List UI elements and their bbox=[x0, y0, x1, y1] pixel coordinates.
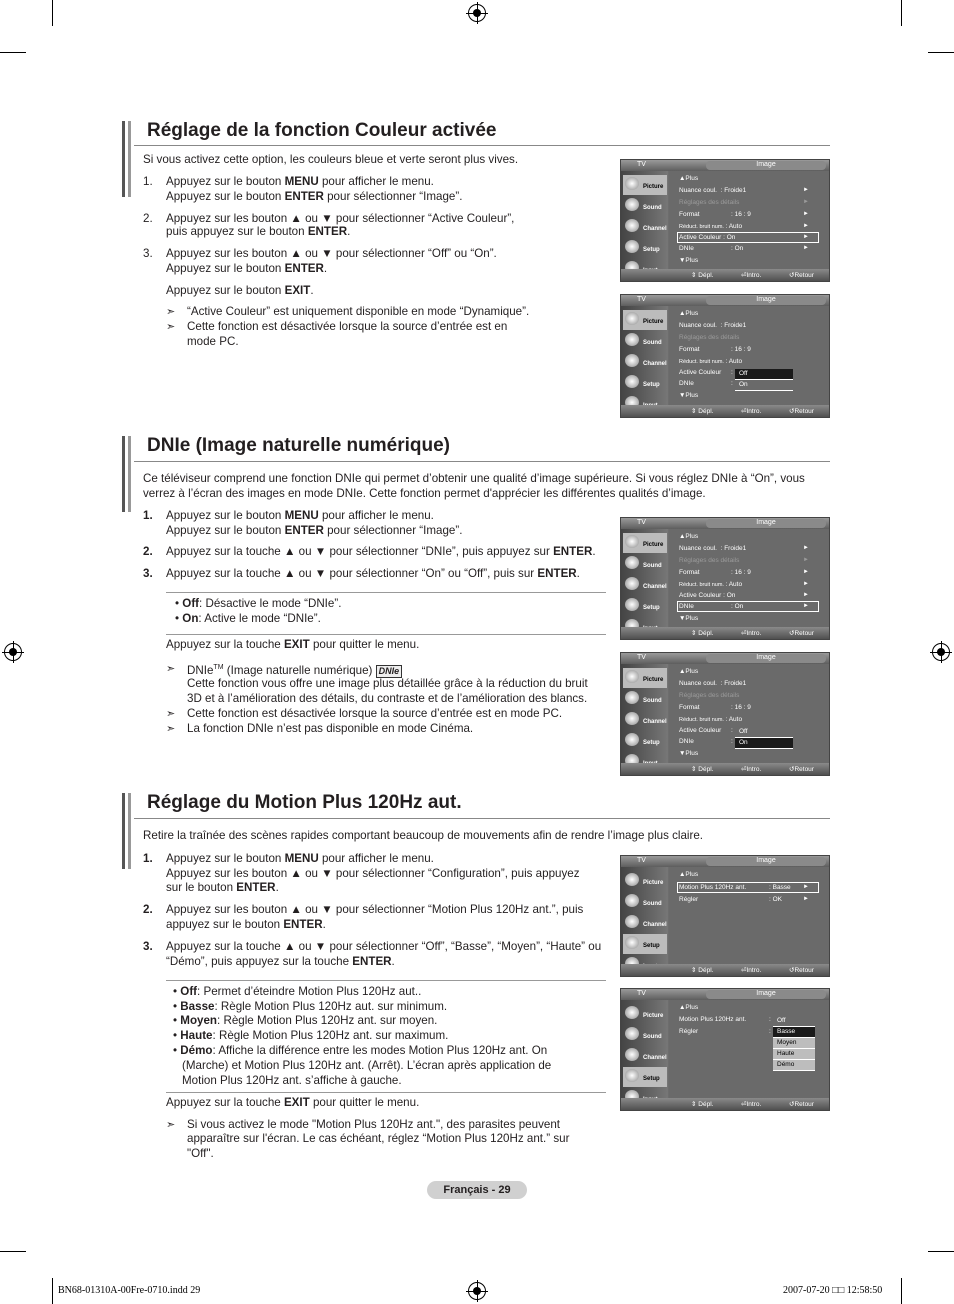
option-off: Off bbox=[735, 369, 793, 380]
menu-row: ▼Plus bbox=[679, 257, 699, 264]
menu-setup-item: Setup bbox=[623, 934, 667, 954]
menu-enter-hint: ⏎Intro. bbox=[741, 766, 762, 773]
option-item: • Off: Permet d’éteindre Motion Plus 120Hz aut.. bbox=[173, 985, 422, 998]
menu-row: Nuance coul. : Froide1 bbox=[679, 322, 747, 329]
menu-tv-label: TV bbox=[637, 519, 646, 526]
footer-file: BN68-01310A-00Fre-0710.indd 29 bbox=[58, 1285, 201, 1296]
dnie-logo: DNIe bbox=[376, 665, 403, 678]
sound-icon bbox=[625, 1027, 639, 1040]
step-text: Appuyez sur la touche ▲ ou ▼ pour sélectionner “Off”, “Basse”, “Moyen”, “Haute” ou bbox=[166, 940, 602, 953]
option-item: • Démo: Affiche la différence entre les modes Motion Plus 120Hz ant. On bbox=[173, 1044, 548, 1057]
menu-row: DNIe : bbox=[679, 738, 733, 745]
menu-row: ▼Plus bbox=[679, 750, 699, 757]
note-arrow-icon: ➣ bbox=[166, 321, 176, 333]
step-number: 2. bbox=[143, 903, 153, 916]
crop-mark bbox=[0, 52, 26, 53]
crop-mark bbox=[928, 52, 954, 53]
menu-picture-item: Picture bbox=[623, 871, 667, 891]
sound-icon bbox=[625, 198, 639, 211]
section-title: Réglage du Motion Plus 120Hz aut. bbox=[147, 792, 462, 813]
option-item: (Marche) et Motion Plus 120Hz ant. (Arrêt). L’écran après application de bbox=[182, 1059, 552, 1072]
sound-icon bbox=[625, 691, 639, 704]
option-item: • Basse: Règle Motion Plus 120Hz aut. sur minimum. bbox=[173, 1000, 448, 1013]
option-off: Off bbox=[735, 727, 793, 738]
menu-channel-item: Channel bbox=[623, 575, 667, 595]
exit-text: Appuyez sur la touche EXIT pour quitter le menu. bbox=[166, 1096, 420, 1109]
note-text: Si vous activez le mode "Motion Plus 120Hz ant.", des parasites peuvent bbox=[187, 1118, 560, 1131]
menu-row: Réglages des détails bbox=[679, 334, 740, 341]
step-text: “Démo”, puis appuyez sur la touche ENTER. bbox=[166, 955, 395, 968]
registration-mark-icon bbox=[4, 643, 22, 661]
crop-mark bbox=[901, 1278, 902, 1304]
step-text: Appuyez sur le bouton MENU pour afficher le menu. bbox=[166, 509, 434, 522]
section-rule bbox=[134, 461, 830, 462]
menu-row: Réduct. bruit num. : Auto bbox=[679, 716, 743, 723]
step-number: 3. bbox=[143, 567, 153, 580]
tv-menu-screen: TV Image Picture Sound Channel Setup ▲Plus Nuance coul. : Froide1 ► Réglages des détails ► Format : 16 : 9 ► Réduct. bruit num. : Auto ► Active Couleur : On ► DNIe : On ► ▼Plus ⇕ Dépl. ⏎Intro. ↺Retour bbox=[620, 517, 830, 640]
menu-row: ▼Plus bbox=[679, 392, 699, 399]
picture-icon bbox=[625, 1006, 639, 1019]
section-rule bbox=[134, 818, 830, 819]
note-text: apparaître sur l'écran. Le cas échéant, réglez “Motion Plus 120Hz ant.” sur bbox=[187, 1132, 570, 1145]
note-text: Cette fonction vous offre une image plus détaillée grâce à la réduction du bruit bbox=[187, 677, 588, 690]
menu-row: Format : 16 : 9 bbox=[679, 346, 751, 353]
tv-menu-screen: TV Image Picture Sound Channel Setup ▲Plus Motion Plus 120Hz ant. : Basse ► Régler : OK ► ⇕ Dépl. ⏎Intro. ↺Retour bbox=[620, 855, 830, 977]
setup-icon bbox=[625, 733, 639, 746]
menu-row: ▲Plus bbox=[679, 310, 699, 317]
menu-return-hint: ↺Retour bbox=[789, 766, 814, 773]
tv-menu-screen bbox=[620, 294, 830, 418]
setup-icon bbox=[625, 1069, 639, 1082]
step-text: Appuyez sur le bouton ENTER. bbox=[166, 262, 328, 275]
registration-mark-icon bbox=[468, 1282, 486, 1300]
option-on: On bbox=[735, 738, 793, 749]
tv-menu-screen bbox=[620, 652, 830, 776]
menu-options-popup bbox=[735, 727, 793, 749]
note-text: Cette fonction est désactivée lorsque la source d’entrée est en mode PC. bbox=[187, 707, 563, 720]
menu-row: ▲Plus bbox=[679, 1004, 699, 1011]
menu-tv-label: TV bbox=[637, 161, 646, 168]
picture-icon bbox=[625, 873, 639, 886]
setup-icon bbox=[625, 240, 639, 253]
menu-tv-label: TV bbox=[637, 654, 646, 661]
step-text: Appuyez sur la touche ▲ ou ▼ pour sélectionner “On” ou “Off”, puis sur ENTER. bbox=[166, 567, 580, 580]
footer-date: 2007-07-20 □□ 12:58:50 bbox=[783, 1285, 883, 1296]
menu-channel-item: Channel bbox=[623, 913, 667, 933]
menu-row: Motion Plus 120Hz ant. : bbox=[679, 1016, 771, 1023]
section-title: DNIe (Image naturelle numérique) bbox=[147, 435, 451, 456]
menu-sound-item: Sound bbox=[623, 554, 667, 574]
menu-options-popup bbox=[735, 369, 793, 391]
menu-row: Réduct. bruit num. : Auto bbox=[679, 581, 743, 588]
sound-icon bbox=[625, 894, 639, 907]
channel-icon bbox=[625, 354, 639, 367]
menu-channel-item: Channel bbox=[623, 352, 667, 372]
menu-options-popup bbox=[773, 1016, 815, 1071]
menu-setup-item: Setup bbox=[623, 596, 667, 616]
note-text: “Active Couleur” est uniquement disponible en mode “Dynamique”. bbox=[187, 305, 530, 318]
crop-mark bbox=[52, 1278, 53, 1304]
menu-picture-item: Picture bbox=[623, 1004, 667, 1024]
menu-return-hint: ↺Retour bbox=[789, 1101, 814, 1108]
menu-sound-item: Sound bbox=[623, 689, 667, 709]
menu-enter-hint: ⏎Intro. bbox=[741, 408, 762, 415]
menu-picture-item: Picture bbox=[623, 668, 667, 688]
menu-row: Réduct. bruit num. : Auto bbox=[679, 358, 743, 365]
menu-sound-item: Sound bbox=[623, 892, 667, 912]
note-arrow-icon: ➣ bbox=[166, 1119, 176, 1131]
tv-menu-screen: TV Image Picture Sound Channel Setup ▲Plus Nuance coul. : Froide1 ► Réglages des détails ► Format : 16 : 9 ► Réduct. bruit num. : Auto ► Active Couleur : On ► DNIe : On ► ▼Plus ⇕ Dépl. ⏎Intro. ↺Retour bbox=[620, 159, 830, 282]
menu-row: ▲Plus bbox=[679, 668, 699, 675]
option-item: Motion Plus 120Hz ant. s’affiche à gauche. bbox=[182, 1074, 402, 1087]
note-text: Cette fonction est désactivée lorsque la source d’entrée est en bbox=[187, 320, 508, 333]
note-text: mode PC. bbox=[187, 335, 239, 348]
step-text: sur le bouton ENTER. bbox=[166, 881, 279, 894]
step-text: Appuyez sur le bouton ENTER pour sélectionner “Image”. bbox=[166, 524, 463, 537]
sound-icon bbox=[625, 556, 639, 569]
intro-text: Retire la traînée des scènes rapides comportant beaucoup de mouvements afin de rendre l’image plus claire. bbox=[143, 829, 704, 842]
note-text: La fonction DNIe n’est pas disponible en mode Cinéma. bbox=[187, 722, 474, 735]
channel-icon bbox=[625, 1048, 639, 1061]
crop-mark bbox=[901, 0, 902, 26]
menu-channel-item: Channel bbox=[623, 710, 667, 730]
menu-row: Format : 16 : 9 bbox=[679, 569, 751, 576]
section-bar bbox=[128, 793, 131, 869]
picture-icon bbox=[625, 670, 639, 683]
step-number: 1. bbox=[143, 509, 153, 522]
picture-icon bbox=[625, 535, 639, 548]
step-text: Appuyez sur le bouton MENU pour afficher le menu. bbox=[166, 175, 434, 188]
step-text: Appuyez sur le bouton ENTER pour sélectionner “Image”. bbox=[166, 190, 463, 203]
menu-row: Active Couleur : bbox=[679, 727, 733, 734]
menu-picture-item: Picture bbox=[623, 175, 667, 195]
menu-row: Format : 16 : 9 bbox=[679, 704, 751, 711]
menu-row: Régler : bbox=[679, 1028, 771, 1035]
intro-text: Si vous activez cette option, les couleurs bleue et verte seront plus vives. bbox=[143, 153, 519, 166]
intro-text: Ce téléviseur comprend une fonction DNIe qui permet d’obtenir une qualité d’image supérieure. Si vous réglez DNIe à “On”, vous bbox=[143, 472, 805, 485]
crop-mark bbox=[928, 1251, 954, 1252]
menu-row: ▲Plus bbox=[679, 175, 699, 182]
setup-icon bbox=[625, 375, 639, 388]
note-arrow-icon: ➣ bbox=[166, 708, 176, 720]
menu-channel-item: Channel bbox=[623, 217, 667, 237]
menu-row: Format : 16 : 9 bbox=[679, 211, 751, 218]
menu-enter-hint: ⏎Intro. bbox=[741, 272, 762, 279]
menu-image-title: Image bbox=[706, 654, 826, 663]
option-basse: Basse bbox=[773, 1027, 815, 1038]
step-number: 1. bbox=[143, 175, 153, 188]
menu-image-title: Image bbox=[706, 857, 826, 866]
registration-mark-icon bbox=[932, 643, 950, 661]
option-item: • Off: Désactive le mode “DNIe”. bbox=[175, 597, 342, 610]
menu-return-hint: ↺Retour bbox=[789, 272, 814, 279]
menu-row: Nuance coul. : Froide1 bbox=[679, 187, 747, 194]
menu-row: ▼Plus bbox=[679, 615, 699, 622]
menu-selection-highlight bbox=[677, 601, 819, 612]
menu-row: Active Couleur : bbox=[679, 369, 733, 376]
exit-text: Appuyez sur la touche EXIT pour quitter le menu. bbox=[166, 638, 420, 651]
step-text: Appuyez sur les bouton ▲ ou ▼ pour sélectionner “Configuration”, puis appuyez bbox=[166, 867, 580, 880]
menu-row: Réglages des détails bbox=[679, 557, 740, 564]
menu-row: ▲Plus bbox=[679, 533, 699, 540]
picture-icon bbox=[625, 312, 639, 325]
menu-move-hint: ⇕ Dépl. bbox=[691, 630, 714, 637]
channel-icon bbox=[625, 712, 639, 725]
menu-row: Active Couleur : On bbox=[679, 592, 736, 599]
menu-return-hint: ↺Retour bbox=[789, 967, 814, 974]
setup-icon bbox=[625, 598, 639, 611]
menu-picture-item: Picture bbox=[623, 533, 667, 553]
menu-row: Nuance coul. : Froide1 bbox=[679, 680, 747, 687]
channel-icon bbox=[625, 577, 639, 590]
step-text: Appuyez sur les bouton ▲ ou ▼ pour sélectionner “Motion Plus 120Hz ant.”, puis bbox=[166, 903, 584, 916]
menu-setup-item: Setup bbox=[623, 731, 667, 751]
note-arrow-icon: ➣ bbox=[166, 306, 176, 318]
note-arrow-icon: ➣ bbox=[166, 663, 176, 675]
step-number: 1. bbox=[143, 852, 153, 865]
menu-row: ▲Plus bbox=[679, 871, 699, 878]
menu-row: Réduct. bruit num. : Auto bbox=[679, 223, 743, 230]
menu-tv-label: TV bbox=[637, 857, 646, 864]
menu-row: DNIe : On bbox=[679, 245, 744, 252]
step-number: 3. bbox=[143, 940, 153, 953]
menu-move-hint: ⇕ Dépl. bbox=[691, 967, 714, 974]
sound-icon bbox=[625, 333, 639, 346]
menu-return-hint: ↺Retour bbox=[789, 630, 814, 637]
menu-tv-label: TV bbox=[637, 296, 646, 303]
option-demo: Démo bbox=[773, 1060, 815, 1071]
step-text: Appuyez sur les bouton ▲ ou ▼ pour sélectionner “Active Couleur”, bbox=[166, 212, 515, 225]
option-moyen: Moyen bbox=[773, 1038, 815, 1049]
menu-enter-hint: ⏎Intro. bbox=[741, 630, 762, 637]
note-text: 3D et à l’amélioration des détails, du contraste et de l’amélioration des blancs. bbox=[187, 692, 588, 705]
section-bar bbox=[122, 121, 125, 197]
exit-text: Appuyez sur le bouton EXIT. bbox=[166, 284, 314, 297]
menu-sound-item: Sound bbox=[623, 331, 667, 351]
step-text: Appuyez sur le bouton MENU pour afficher le menu. bbox=[166, 852, 434, 865]
section-title: Réglage de la fonction Couleur activée bbox=[147, 120, 497, 141]
menu-image-title: Image bbox=[706, 990, 826, 999]
section-bar bbox=[122, 436, 125, 512]
menu-image-title: Image bbox=[706, 161, 826, 170]
step-text: appuyez sur le bouton ENTER. bbox=[166, 918, 326, 931]
note-arrow-icon: ➣ bbox=[166, 723, 176, 735]
menu-sound-item: Sound bbox=[623, 1025, 667, 1045]
menu-row: Régler : OK bbox=[679, 896, 783, 903]
menu-tv-label: TV bbox=[637, 990, 646, 997]
option-item: • Moyen: Règle Motion Plus 120Hz ant. sur moyen. bbox=[173, 1014, 438, 1027]
menu-row: Motion Plus 120Hz ant. : Basse bbox=[679, 884, 791, 891]
option-item: • On: Active le mode “DNIe”. bbox=[175, 612, 321, 625]
section-bar bbox=[122, 793, 125, 869]
step-text: Appuyez sur la touche ▲ ou ▼ pour sélectionner “DNIe”, puis appuyez sur ENTER. bbox=[166, 545, 596, 558]
menu-row: Réglages des détails bbox=[679, 199, 740, 206]
step-text: Appuyez sur les bouton ▲ ou ▼ pour sélectionner “Off” ou “On”. bbox=[166, 247, 497, 260]
menu-row: DNIe : On bbox=[679, 603, 744, 610]
menu-row: DNIe : bbox=[679, 380, 733, 387]
option-haute: Haute bbox=[773, 1049, 815, 1060]
crop-mark bbox=[0, 1251, 26, 1252]
menu-return-hint: ↺Retour bbox=[789, 408, 814, 415]
menu-move-hint: ⇕ Dépl. bbox=[691, 766, 714, 773]
channel-icon bbox=[625, 219, 639, 232]
menu-row: Nuance coul. : Froide1 bbox=[679, 545, 747, 552]
menu-move-hint: ⇕ Dépl. bbox=[691, 408, 714, 415]
menu-image-title: Image bbox=[706, 519, 826, 528]
menu-enter-hint: ⏎Intro. bbox=[741, 967, 762, 974]
setup-icon bbox=[625, 936, 639, 949]
menu-setup-item: Setup bbox=[623, 238, 667, 258]
menu-picture-item: Picture bbox=[623, 310, 667, 330]
registration-mark-icon bbox=[468, 4, 486, 22]
option-item: • Haute: Règle Motion Plus 120Hz ant. sur maximum. bbox=[173, 1029, 449, 1042]
step-text: puis appuyez sur le bouton ENTER. bbox=[166, 225, 351, 238]
page-number-badge: Français - 29 bbox=[427, 1181, 527, 1199]
channel-icon bbox=[625, 915, 639, 928]
menu-setup-item: Setup bbox=[623, 373, 667, 393]
option-on: On bbox=[735, 380, 793, 391]
section-bar bbox=[128, 121, 131, 197]
menu-channel-item: Channel bbox=[623, 1046, 667, 1066]
step-number: 2. bbox=[143, 212, 153, 225]
menu-setup-item: Setup bbox=[623, 1067, 667, 1087]
menu-row: Réglages des détails bbox=[679, 692, 740, 699]
section-rule bbox=[134, 145, 830, 146]
intro-text: verrez à l’écran des images en mode DNIe. Cette fonction permet d'apprécier les différentes qualités d’image. bbox=[143, 487, 706, 500]
menu-image-title: Image bbox=[706, 296, 826, 305]
menu-move-hint: ⇕ Dépl. bbox=[691, 1101, 714, 1108]
step-number: 3. bbox=[143, 247, 153, 260]
note-text: "Off". bbox=[187, 1147, 214, 1160]
menu-row: Active Couleur : On bbox=[679, 234, 736, 241]
crop-mark bbox=[52, 0, 53, 26]
menu-sound-item: Sound bbox=[623, 196, 667, 216]
option-off: Off bbox=[773, 1016, 815, 1027]
step-number: 2. bbox=[143, 545, 153, 558]
note-text: DNIe™ (Image naturelle numérique) DNIe bbox=[187, 661, 402, 678]
tv-menu-screen bbox=[620, 988, 830, 1111]
section-bar bbox=[128, 436, 131, 512]
picture-icon bbox=[625, 177, 639, 190]
menu-enter-hint: ⏎Intro. bbox=[741, 1101, 762, 1108]
menu-move-hint: ⇕ Dépl. bbox=[691, 272, 714, 279]
